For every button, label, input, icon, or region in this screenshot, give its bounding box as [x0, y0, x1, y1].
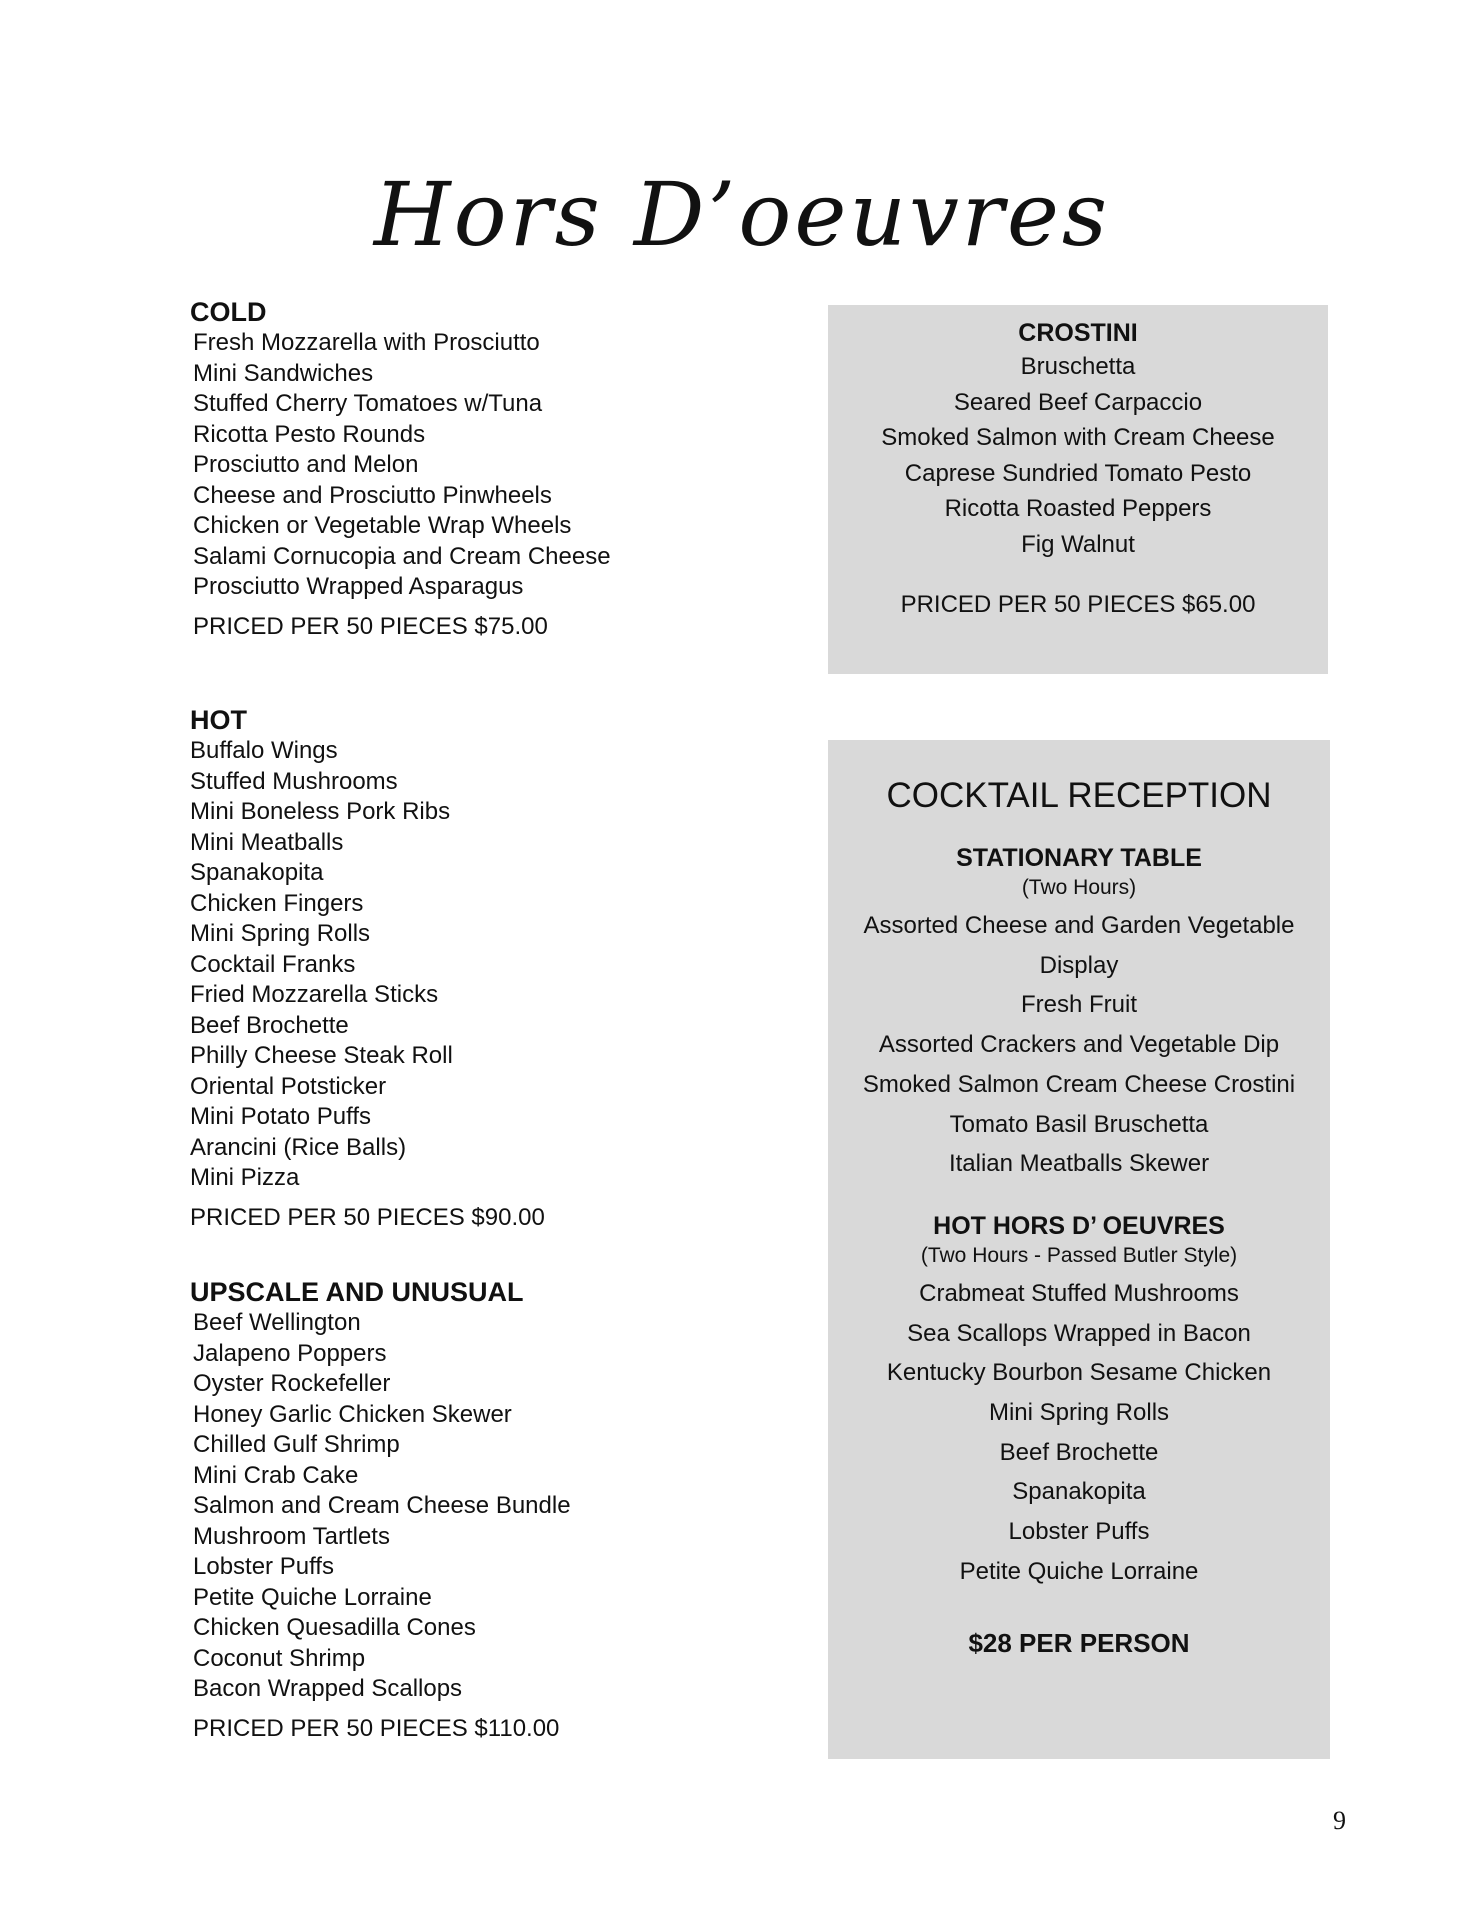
list-item: Mini Boneless Pork Ribs — [190, 798, 451, 825]
cocktail-heading: COCKTAIL RECEPTION — [886, 776, 1272, 815]
list-item: Oyster Rockefeller — [193, 1370, 391, 1397]
list-item: Caprese Sundried Tomato Pesto — [904, 459, 1252, 487]
list-item: Honey Garlic Chicken Skewer — [193, 1400, 512, 1428]
list-item: Beef Wellington — [193, 1309, 361, 1336]
list-item: Bacon Wrapped Scallops — [193, 1675, 463, 1702]
cold-list — [193, 328, 750, 603]
crostini-list — [828, 349, 1328, 562]
list-item: Cheese and Prosciutto Pinwheels — [193, 481, 552, 509]
list-item: Fried Mozzarella Sticks — [190, 981, 439, 1008]
list-item: Arancini (Rice Balls) — [190, 1133, 407, 1161]
list-item: Cocktail Franks — [190, 950, 356, 978]
list-item: Display — [1039, 951, 1119, 979]
list-item: Italian Meatballs Skewer — [948, 1150, 1210, 1178]
hot-hors-note: (Two Hours - Passed Butler Style) — [920, 1243, 1238, 1267]
list-item: Smoked Salmon Cream Cheese Crostini — [862, 1070, 1296, 1098]
list-item: Oriental Potsticker — [190, 1072, 387, 1100]
list-item: Mini Potato Puffs — [190, 1103, 371, 1130]
hot-heading: HOT — [190, 705, 247, 735]
stationary-note: (Two Hours) — [1021, 876, 1137, 899]
hot-section — [190, 704, 750, 1233]
upscale-list — [193, 1308, 750, 1705]
list-item: Petite Quiche Lorraine — [193, 1583, 432, 1611]
list-item: Fresh Mozzarella with Prosciutto — [193, 329, 540, 356]
list-item: Salmon and Cream Cheese Bundle — [193, 1492, 571, 1519]
list-item: Tomato Basil Bruschetta — [949, 1110, 1209, 1138]
list-item: Chicken Fingers — [190, 889, 364, 917]
upscale-section — [190, 1276, 750, 1744]
stationary-heading: STATIONARY TABLE — [956, 844, 1202, 872]
list-item: Bruschetta — [1020, 353, 1136, 380]
list-item: Philly Cheese Steak Roll — [190, 1042, 453, 1069]
list-item: Lobster Puffs — [193, 1553, 334, 1580]
list-item: Mini Sandwiches — [193, 359, 374, 387]
list-item: Mini Spring Rolls — [190, 920, 371, 947]
list-item: Jalapeno Poppers — [193, 1339, 387, 1367]
crostini-price: PRICED PER 50 PIECES $65.00 — [900, 591, 1256, 618]
list-item: Crabmeat Stuffed Mushrooms — [919, 1279, 1239, 1307]
cold-price: PRICED PER 50 PIECES $75.00 — [193, 612, 548, 640]
upscale-heading: UPSCALE AND UNUSUAL — [190, 1277, 524, 1307]
list-item: Beef Brochette — [190, 1011, 349, 1039]
list-item: Salami Cornucopia and Cream Cheese — [193, 542, 611, 570]
list-item: Chilled Gulf Shrimp — [193, 1431, 400, 1458]
list-item: Mini Spring Rolls — [988, 1399, 1170, 1427]
list-item: Coconut Shrimp — [193, 1644, 366, 1672]
list-item: Ricotta Roasted Peppers — [944, 495, 1212, 522]
list-item: Stuffed Cherry Tomatoes w/Tuna — [193, 390, 543, 417]
hot-price: PRICED PER 50 PIECES $90.00 — [190, 1203, 545, 1231]
list-item: Chicken Quesadilla Cones — [193, 1614, 476, 1641]
list-item: Mini Crab Cake — [193, 1461, 359, 1489]
list-item: Smoked Salmon with Cream Cheese — [881, 424, 1275, 451]
crostini-box — [828, 305, 1328, 674]
cocktail-price: $28 PER PERSON — [968, 1627, 1190, 1658]
list-item: Spanakopita — [190, 859, 324, 886]
list-item: Petite Quiche Lorraine — [959, 1557, 1199, 1585]
list-item: Prosciutto Wrapped Asparagus — [193, 573, 524, 600]
list-item: Chicken or Vegetable Wrap Wheels — [193, 512, 572, 539]
list-item: Ricotta Pesto Rounds — [193, 420, 426, 448]
list-item: Sea Scallops Wrapped in Bacon — [907, 1319, 1251, 1347]
list-item: Mini Meatballs — [190, 828, 344, 856]
list-item: Lobster Puffs — [1008, 1518, 1150, 1546]
list-item: Mushroom Tartlets — [193, 1522, 390, 1550]
hot-hors-heading: HOT HORS D’ OEUVRES — [933, 1211, 1225, 1240]
list-item: Buffalo Wings — [190, 737, 338, 764]
list-item: Mini Pizza — [190, 1164, 300, 1191]
upscale-price: PRICED PER 50 PIECES $110.00 — [193, 1714, 560, 1742]
hot-hors-list — [828, 1274, 1330, 1592]
crostini-heading: CROSTINI — [1018, 319, 1138, 347]
list-item: Assorted Cheese and Garden Vegetable — [863, 912, 1295, 939]
cocktail-box — [828, 740, 1330, 1759]
list-item: Seared Beef Carpaccio — [953, 388, 1203, 416]
list-item: Assorted Crackers and Vegetable Dip — [878, 1031, 1280, 1059]
list-item: Fresh Fruit — [1020, 991, 1137, 1019]
list-item: Spanakopita — [1012, 1478, 1146, 1506]
cold-heading: COLD — [190, 297, 267, 327]
list-item: Beef Brochette — [999, 1438, 1159, 1466]
page-title: Hors D’oeuvres — [373, 163, 1111, 266]
list-item: Prosciutto and Melon — [193, 451, 419, 478]
list-item: Fig Walnut — [1021, 530, 1135, 558]
stationary-list — [828, 906, 1330, 1184]
list-item: Stuffed Mushrooms — [190, 767, 398, 795]
cold-section — [190, 296, 750, 642]
list-item: Kentucky Bourbon Sesame Chicken — [886, 1359, 1272, 1387]
page-number: 9 — [1333, 1806, 1346, 1835]
hot-list — [190, 736, 750, 1194]
